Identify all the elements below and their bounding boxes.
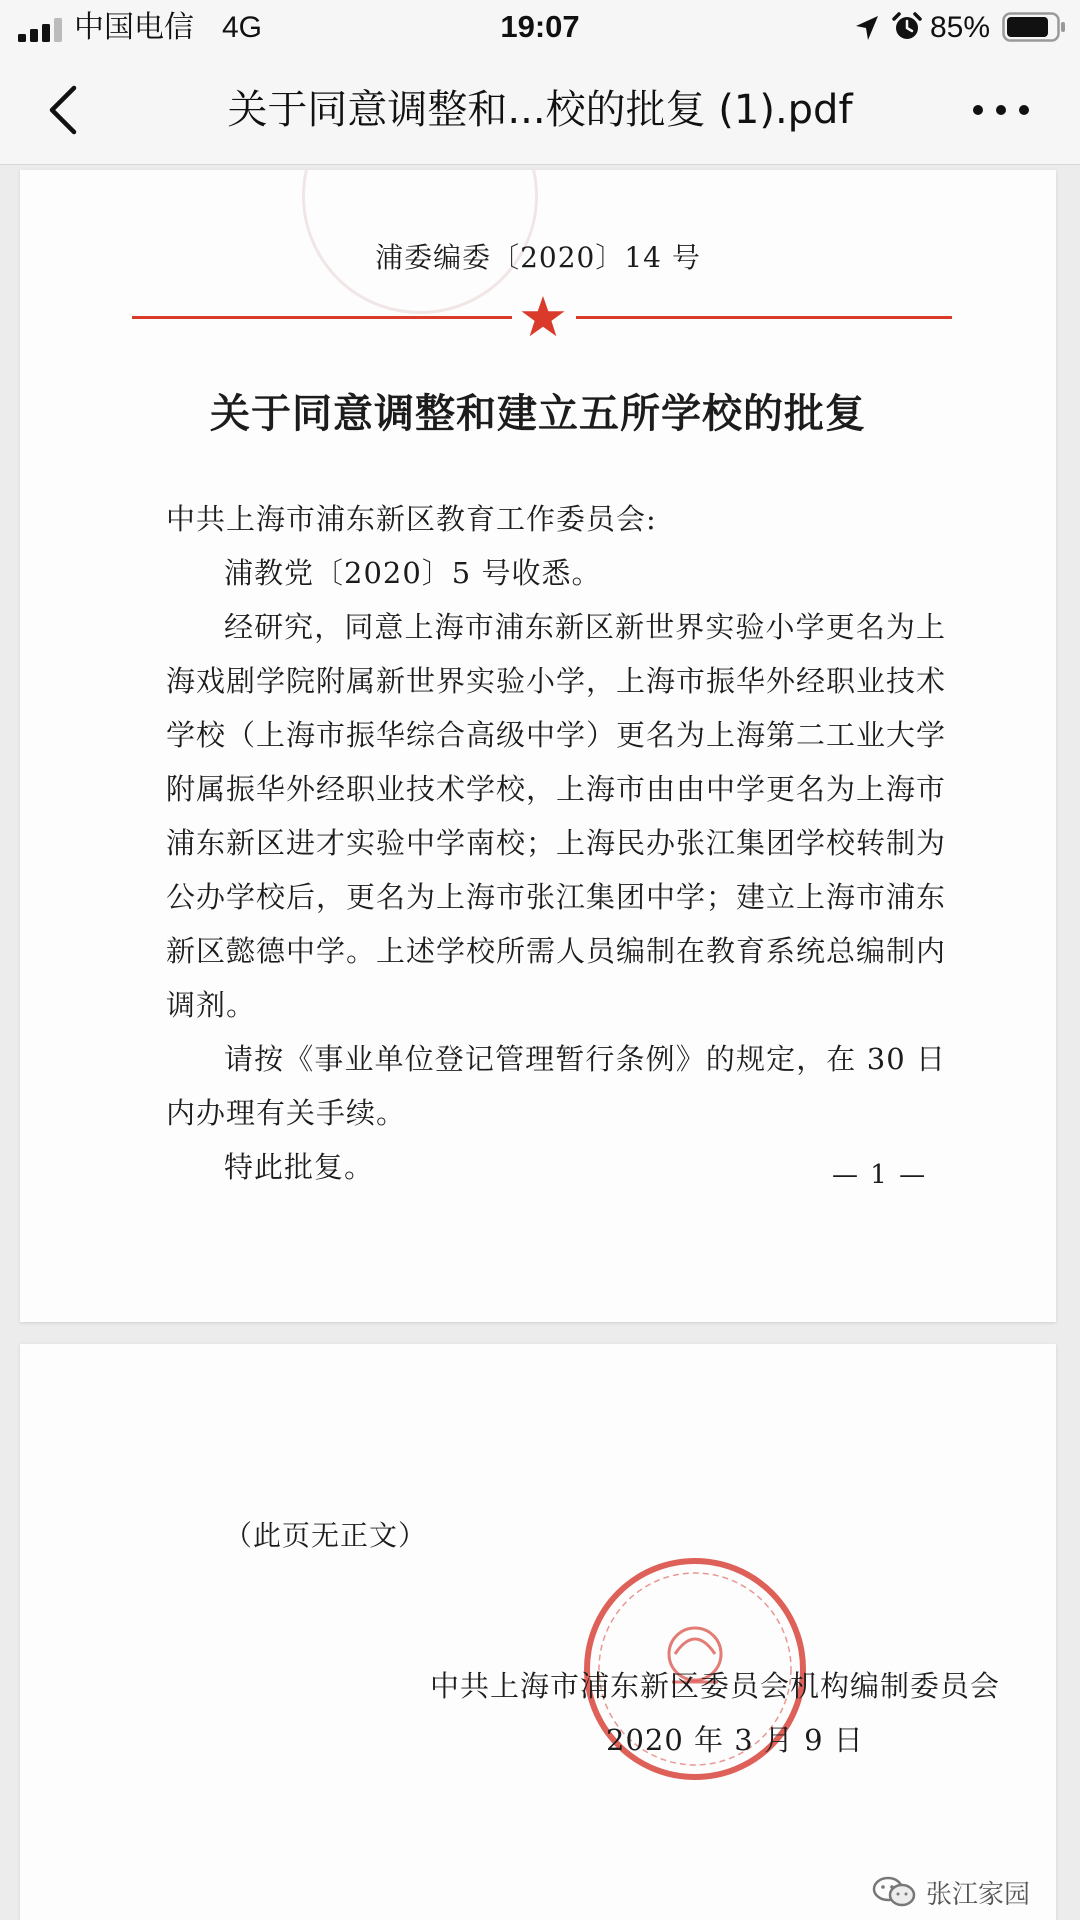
status-bar [0,0,1080,58]
document-title: 关于同意调整和建立五所学校的批复 [210,390,866,437]
watermark-text: 张江家园 [926,1879,1031,1910]
body-paragraph: 浦教党〔2020〕5 号收悉。 [224,556,602,590]
navigation-bar [0,58,1080,165]
account-watermark [872,1872,1030,1912]
battery-percentage: 85% [930,11,991,44]
document-number: 浦委编委〔2020〕14 号 [375,241,701,274]
red-divider-right [576,316,952,319]
body-paragraph: 经研究，同意上海市浦东新区新世界实验小学更名为上海戏剧学院附属新世界实验小学，上海市振华外经职业技术学校（上海市振华综合高级中学）更名为上海第二工业大学附属振华外经职业技术学校，上海市由由中学更名为上海市浦东新区进才实验中学南校；上海民办张江集团学校转制为公办学校后，更名为上海市张江集团中学；建立上海市浦东新区懿德中学。上述学校所需人员编制在教育系统总编制内调剂。 [166,610,947,1022]
status-time: 19:07 [500,9,580,44]
network-type: 4G [222,11,263,44]
chat-bubbles-icon [872,1876,916,1908]
pdf-page-2[interactable] [20,1344,1056,1920]
alarm-clock-icon [892,12,922,42]
pdf-page-1[interactable] [20,170,1056,1322]
closing-line: 特此批复。 [224,1150,375,1184]
addressee: 中共上海市浦东新区教育工作委员会: [166,502,657,536]
more-options-icon[interactable] [966,88,1036,132]
body-paragraph: 请按《事业单位登记管理暂行条例》的规定，在 30 日内办理有关手续。 [166,1042,946,1130]
back-chevron-icon[interactable] [36,80,96,140]
battery-icon [1002,12,1066,42]
issue-date: 2020 年 3 月 9 日 [606,1723,864,1757]
red-star-icon [520,294,566,340]
document-body [166,492,946,1194]
red-divider-left [132,316,512,319]
location-arrow-icon [854,14,880,42]
no-body-note: （此页无正文） [224,1519,428,1552]
issuing-authority: 中共上海市浦东新区委员会机构编制委员会 [430,1669,1001,1703]
document-file-title: 关于同意调整和...校的批复 (1).pdf [227,87,853,133]
page-number: — 1 — [832,1160,928,1190]
carrier-name: 中国电信 [74,10,194,45]
